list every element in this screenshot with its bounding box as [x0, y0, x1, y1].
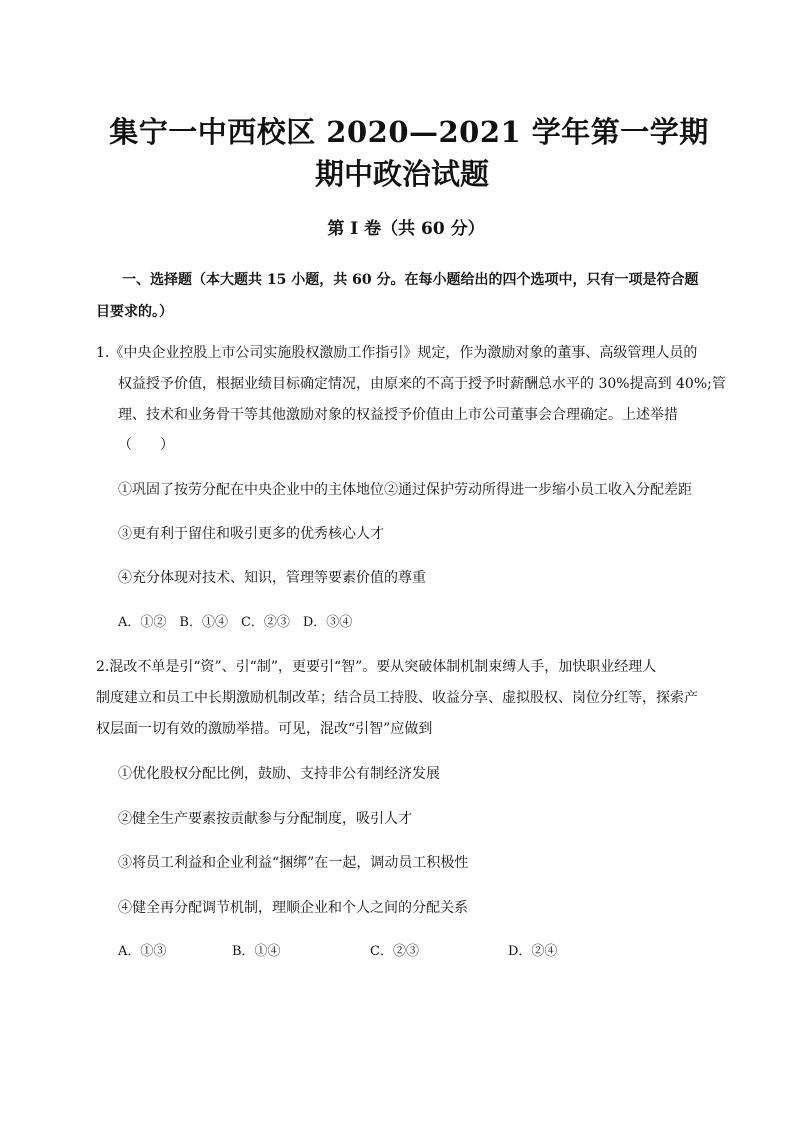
- q1-stem-line: 权益授予价值，根据业绩目标确定情况，由原来的不高于授予时薪酬总水平的 30%提高到 40%;管: [118, 376, 726, 392]
- exam-subtitle: 期中政治试题: [314, 157, 489, 191]
- q2-option-b: B．①④: [232, 944, 281, 959]
- q1-item: ③更有利于留住和吸引更多的优秀核心人才: [118, 526, 384, 542]
- q2-stem-line: 2.混改不单是引“资”、引“制”，更要引“智”。要从突破体制机制束缚人手，加快职业经理人: [96, 659, 657, 675]
- volume-heading: 第 I 卷（共 60 分）: [327, 219, 485, 239]
- q2-stem-line: 权层面一切有效的激励举措。可见，混改“引智”应做到: [96, 721, 433, 737]
- q1-options: A．①② B．①④ C．②③ D．③④: [118, 615, 353, 630]
- q2-item: ④健全再分配调节机制，理顺企业和个人之间的分配关系: [118, 900, 468, 916]
- q1-stem-line: 1.《中央企业控股上市公司实施股权激励工作指引》规定，作为激励对象的董事、高级管理人员的: [96, 345, 698, 361]
- section-heading: 一、选择题（本大题共 15 小题，共 60 分。在每小题给出的四个选项中，只有一项是符合题目要求的。）: [96, 272, 699, 320]
- q2-option-a: A．①③: [118, 944, 167, 959]
- q2-option-c: C．②③: [370, 944, 419, 959]
- q1-item: ①巩固了按劳分配在中央企业中的主体地位②通过保护劳动所得进一步缩小员工收入分配差距: [118, 482, 692, 498]
- q1-item: ④充分体现对技术、知识，管理等要素价值的尊重: [118, 570, 426, 586]
- q2-item: ②健全生产要素按贡献参与分配制度，吸引人才: [118, 811, 412, 827]
- q2-item: ①优化股权分配比例，鼓励、支持非公有制经济发展: [118, 766, 440, 782]
- q1-answer-blank: （ ）: [118, 437, 174, 453]
- exam-title: 集宁一中西校区 2020—2021 学年第一学期: [109, 115, 709, 149]
- q2-stem-line: 制度建立和员工中长期激励机制改革；结合员工持股、收益分享、虚拟股权、岗位分红等，探索产: [96, 690, 698, 706]
- q1-stem-line: 理、技术和业务骨干等其他激励对象的权益授予价值由上市公司董事会合理确定。上述举措: [118, 407, 678, 423]
- q2-item: ③将员工利益和企业利益“捆绑”在一起，调动员工积极性: [118, 855, 469, 871]
- q2-option-d: D．②④: [508, 944, 558, 959]
